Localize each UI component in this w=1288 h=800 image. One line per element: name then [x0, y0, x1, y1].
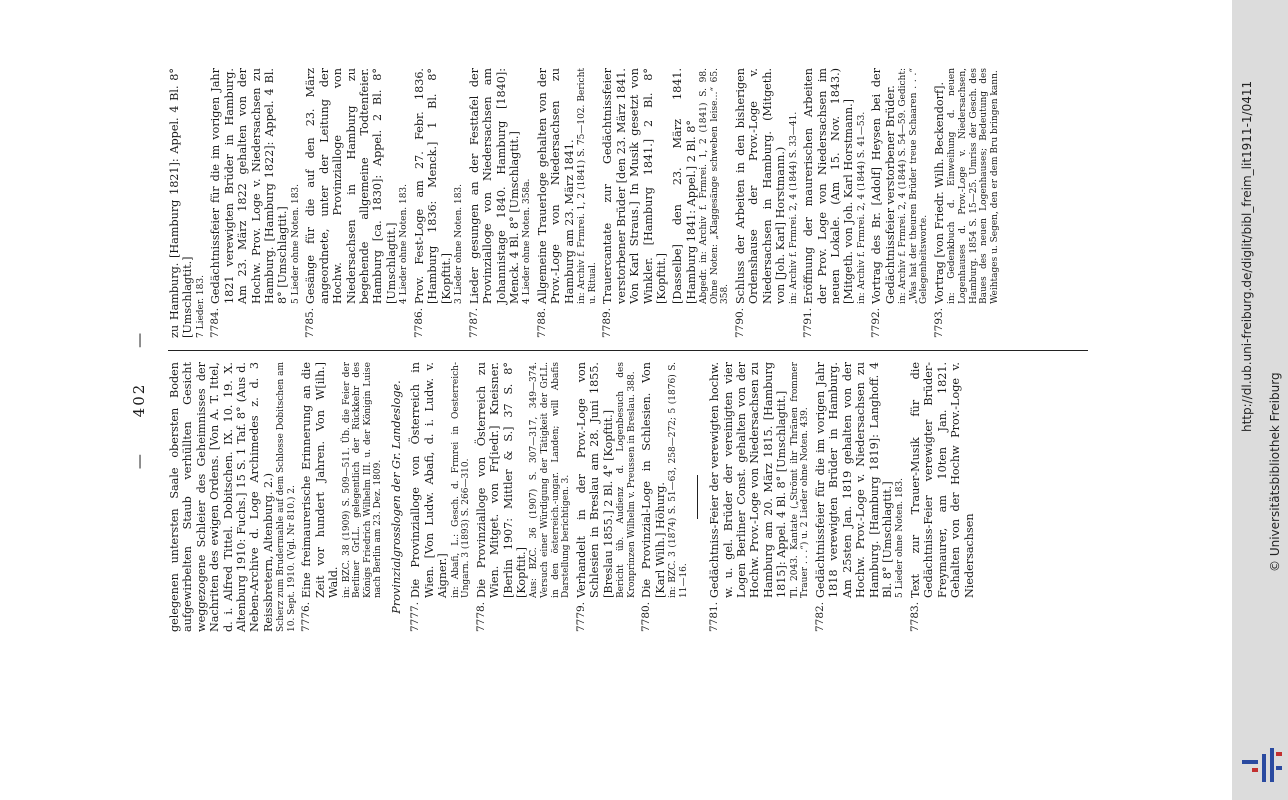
- entry-number: 7780.: [640, 601, 653, 632]
- entry-title: Verhandelt in der Prov.-Loge von Schlesien in Breslau am 28. Juni 1855. [Breslau 1855.] 2 Bl. 4° [Kopftit.]: [574, 362, 615, 598]
- entry-note: in: Abafi, L.: Gesch. d. Frmrei in Oesterreich-Ungarn. 3 (1893) S. 266—310.: [450, 362, 472, 598]
- entry-number: 7788.: [535, 307, 548, 338]
- catalog-subentry: [671, 68, 731, 338]
- catalog-entry: [708, 362, 811, 632]
- entry-title: Prov. Fest-Loge am 27. Febr. 1836. [Hamburg 1836: Menck.] 1 Bl. 8° [Kopftit.]: [412, 68, 453, 304]
- entry-title: Eine freimaurerische Erinnerung an die Zeit vor hundert Jahren. Von W[ilh.] Wald.: [300, 362, 341, 598]
- entry-note: in: Archiv f. Frmrei. 2, 4 (1844) S. 33—41.: [788, 111, 799, 304]
- catalog-entry: [909, 362, 976, 632]
- page-header: [130, 0, 148, 800]
- entry-title: Gedächtnissfeier für die im vorigen Jahr 1818 verewigten Brüder in Hamburg. Am 25sten Jan. 1819 gehalten von der Hochw. Prov.-Loge v. Niedersachsen zu Hamburg. [Hamburg 1819]: Langhoff. 4 Bl. 8° [Umschlagtit.]: [813, 362, 894, 598]
- entry-number: 7783.: [908, 601, 921, 632]
- catalog-entry: [640, 362, 689, 632]
- entry-title: Vortrag des Br. [Adolf] Heysen bei der Gedächtnissfeier verstorbener Brüder.: [870, 68, 897, 304]
- continued-entry: [168, 362, 297, 632]
- entry-number: 7790.: [733, 307, 746, 338]
- catalog-entry: [870, 68, 930, 338]
- entry-title: Lieder gesungen an der Festtafel der Provinzialloge von Niedersachsen am Johannistage 1840. Hamburg [1840]: Menck. 4 Bl. 8° [Umschlagtit.]: [467, 68, 521, 304]
- section-heading: Provinzialgrosslogen der Gr. Landesloge.: [390, 380, 404, 614]
- entry-note: Tl. 2043. Kantate („Strömt ihr Thränen frommer Trauer . . .“) u. 2 Lieder ohne Noten. 439.: [789, 362, 811, 598]
- library-logo-icon: [1240, 744, 1284, 784]
- catalog-entry: [734, 68, 799, 338]
- entry-title: Gesänge für die auf den 23. März angeordnete, unter der Leitung der Hochw. Provinzialloge von Niedersachsen in Hamburg zu begehende allgemeine Todtenfeier. Hamburg [ca. 1830]: Appel. 2 Bl. 8° [Umschlagtit.]: [304, 68, 398, 304]
- entry-title: Gedächtnissfeier für die im vorigen Jahr 1821 verewigten Brüder in Hamburg. Am 23. März 1822 gehalten von der Hochw. Prov. Loge v. Niedersachsen zu Hamburg. [Hamburg 1822]: Appel. 4 Bl. 8° [Umschlagtit.]: [209, 68, 290, 304]
- entry-note: 4 Lieder ohne Noten. 183.: [399, 183, 410, 304]
- entry-number: 7787.: [467, 307, 480, 338]
- header-dash-left: —: [130, 452, 148, 470]
- entry-title: Text zur Trauer-Musik für die Gedächtniss-Feier verewigter Brüder-Freymaurer, am 10ten Jan. 1821. Gehalten von der Hochw Prov.-Loge v. Niedersachsen: [908, 362, 976, 598]
- entry-note: 3 Lieder ohne Noten. 183.: [454, 183, 465, 304]
- entry-number: 7784.: [209, 307, 222, 338]
- right-column: [168, 68, 1003, 338]
- entry-title: Die Provinzialloge von Österreich zu Wien. Mitget. von Fr[iedr.] Kneisner. [Berlin 1907: Mittler & S.] 37 S. 8° [Kopftit.]: [474, 362, 529, 598]
- header-dash-right: —: [130, 330, 148, 348]
- catalog-entry: [304, 68, 409, 338]
- entry-number: 7776.: [300, 601, 313, 632]
- catalog-entry: [933, 68, 1000, 338]
- entry-note: 4 Lieder ohne Noten. 358a.: [522, 178, 533, 304]
- entry-title: Gedächtniss-Feier der verewigten hochw. w. u. gel. Brüder der vereinigten vier Logen Berliner Const. gehalten von der Hochw. Prov.-Loge von Niedersachsen zu Hamburg am 20. März 1815. [Hamburg 1815]: Appel. 4 Bl. 8° [Umschlagtit.]: [708, 362, 789, 598]
- catalog-entry: [601, 68, 668, 338]
- entry-note: in: BZC. 3 (1874) S. 51—63, 258—272; 5 (1876) S. 11—16.: [668, 362, 689, 598]
- catalog-entry: [802, 68, 867, 338]
- entry-title: Trauercantate zur Gedächtnissfeier verstorbener Brüder [den 23. März 1841. Von Karl Straus.] In Musik gesetzt von Winkler. [Hamburg 1841.] 2 Bl. 8° [Kopftit.]: [601, 68, 668, 304]
- entry-number: 7792.: [870, 307, 883, 338]
- catalog-entry: [409, 362, 471, 632]
- entry-title: Die Provinzial-Loge in Schlesien. Von [Karl Wilh.] Höhurg.: [640, 362, 667, 598]
- entry-title: Vortrag [von Friedr. Wilh. Beckendorf].: [932, 81, 946, 304]
- entry-title: Die Provinzialloge von Österreich in Wien. [Von Ludw. Abafi, d. i. Ludw. v. Aigner.]: [409, 362, 450, 598]
- continued-entry-text: zu Hamburg. [Hamburg 1821]: Appel. 4 Bl. 8° [Umschlagtit.]: [168, 68, 195, 338]
- entry-note: 5 Lieder ohne Noten. 183.: [290, 183, 301, 304]
- entry-number: 7779.: [574, 601, 587, 632]
- catalog-entry: [814, 362, 906, 632]
- page-number: 402: [130, 382, 148, 418]
- source-url[interactable]: http://dl.ub.uni-freiburg.de/diglit/bibl_freim_lit1911-1/0411: [1240, 80, 1254, 432]
- entry-note: in: Archiv f. Frmrei. 2, 4 (1844) S. 41—53.: [856, 111, 867, 304]
- entry-number: 7785.: [304, 307, 317, 338]
- entry-number: 7786.: [412, 307, 425, 338]
- entry-note: in: BZC. 38 (1909) S. 509—511. Üb. die Feier der Berliner GrLL. gelegentlich der Rückkehr des Königs Friedrich Wilhelm III. u. der Königin Luise nach Berlin am 23. Dez. 1809.: [341, 362, 384, 598]
- entry-number: 7781.: [708, 601, 721, 632]
- entry-number: 7782.: [813, 601, 826, 632]
- entry-title: Eröffnung der maurerischen Arbeiten der Prov. Loge von Niedersachsen im neuen Lokale. (Am 15. Nov. 1843.) [Mitgeth. von Joh. Karl Horstmann.]: [802, 68, 856, 304]
- entry-note: Aus: BZC. 36 (1907) S. 307—317, 349—374. Versuch einer Würdigung der Tätigkeit der GrLL. in den österreich.-ungar. Landen; will Abafis Darstellung berichtigen. 3.: [529, 362, 572, 598]
- catalog-entry: [475, 362, 572, 632]
- entry-note: in: Archiv f. Frmrei. 1, 2 (1841) S. 75—102. Bericht u. Ritual.: [577, 68, 598, 304]
- entry-number: 7789.: [601, 307, 614, 338]
- catalog-entry: [300, 362, 384, 632]
- continued-entry-note: Scherz zum Brudermahle auf dem Schlosse Dobitschen am 10. Sept. 1910. (Vgl. Nr 810.) 2.: [276, 362, 297, 632]
- entry-number: 7791.: [802, 307, 815, 338]
- catalog-entry: [575, 362, 637, 632]
- section-rule: [697, 475, 698, 519]
- entry-title: Allgemeine Trauerloge gehalten von der Prov.-Loge von Niedersachsen zu Hamburg am 23. März 1841.: [535, 68, 576, 304]
- left-column: [168, 362, 979, 632]
- continued-entry: [168, 68, 206, 338]
- subentry-note: Abgedr. in: Archiv f. Frmrei. 1, 2 (1841) S. 98. Ohne Noten: „Klaggesänge schweben leise…“ 65. 358.: [699, 68, 731, 304]
- entry-number: 7777.: [409, 601, 422, 632]
- catalog-entry: [413, 68, 465, 338]
- continued-entry-note: 7 Lieder. 183.: [195, 275, 206, 338]
- continued-entry-text: gelegenen untersten Saale obersten Boden aufgewirbelten Staub verhüllten Gesicht weggezogene Schleier des Geheimnisses der Nachriten des ewigen Ordens. [Von A. T. Ittel, d. i. Alfred Tittel. Dobitschen. IX. 10. 19. X. Altenburg 1910: Fuchs.] 15 S. 1 Taf. 8° (Aus d. Neben-Archive d. Loge Archimedes z. d. 3 Reissbretern, Altenburg. 2.): [168, 362, 275, 632]
- copyright-notice: © Universitätsbibliothek Freiburg: [1268, 372, 1282, 572]
- catalog-entry: [536, 68, 598, 338]
- entry-title: Schluss der Arbeiten in den bisherigen Ordenshause der Prov.-Loge v. Niedersachsen in Hamburg. (Mitgeth. von [Joh. Karl] Horstmann.): [733, 68, 788, 304]
- entry-note: in: Archiv f. Frmrei. 2, 4 (1844) S. 54—59. Gedicht: „Was hat der theuren Brüder treue Schaaren . . .“ Gelegenheitsworte.: [898, 68, 930, 304]
- column-divider: [168, 350, 1088, 351]
- entry-note: 5 Lieder ohne Noten. 183.: [895, 477, 906, 598]
- entry-number: 7793.: [932, 307, 945, 338]
- entry-note: Bericht üb. Audienz d. Logenbesuch des Kronprinzen Wilhelm v. Preussen in Breslau. 388.: [616, 362, 637, 598]
- entry-number: 7778.: [474, 601, 487, 632]
- entry-note: in: Gedenkbuch d. Einweihung d. neuen Logenhauses d. Prov.-Loge v. Niedersachsen, Hamburg. 1854 S. 15—25. Umriss der Gesch. des Baues des neuen Logenhauses; Bedeutung des Weihtages u. Segen, den er dem Bru bringen kann.: [947, 68, 1000, 304]
- catalog-entry: [468, 68, 533, 338]
- catalog-entry: [209, 68, 301, 338]
- subentry-title: [Dasselbe] den 23. März 1841. [Hamburg 1841: Appel.] 2 Bl. 8°: [671, 68, 698, 304]
